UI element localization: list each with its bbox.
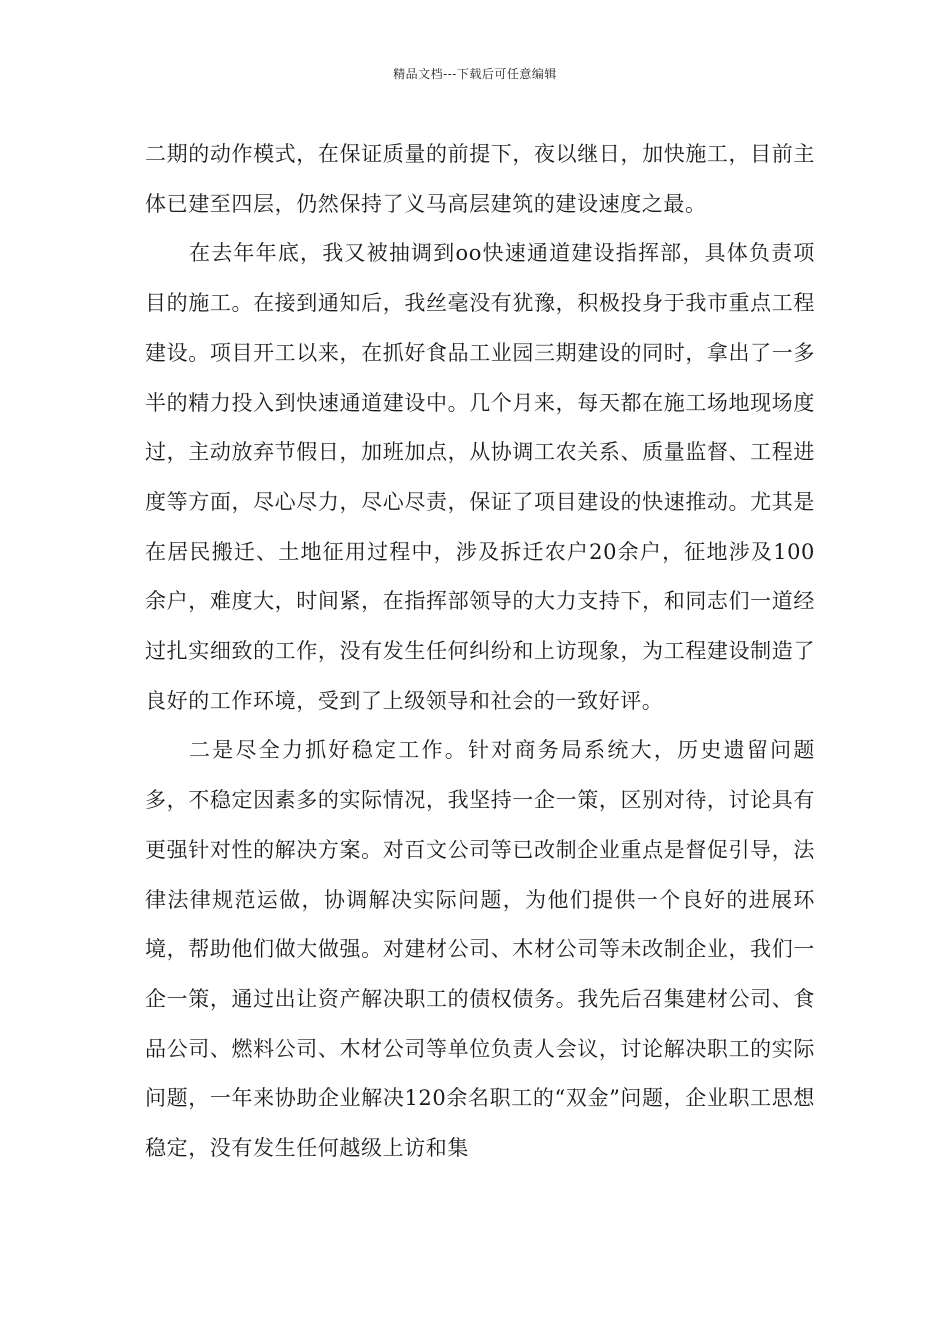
page-header: 精品文档---下载后可任意编辑 [393, 67, 557, 81]
paragraph-2: 在去年年底，我又被抽调到oo快速通道建设指挥部，具体负责项目的施工。在接到通知后，我丝毫没有犹豫，积极投身于我市重点工程建设。项目开工以来，在抓好食品工业园三期建设的同时，拿出了一多半的精力投入到快速通道建设中。几个月来，每天都在施工场地现场度过，主动放弃节假日，加班加点，从协调工农关系、质量监督、工程进度等方面，尽心尽力，尽心尽责，保证了项目建设的快速推动。尤其是在居民搬迁、土地征用过程中，涉及拆迁农户20余户，征地涉及100余户，难度大，时间紧，在指挥部领导的大力支持下，和同志们一道经过扎实细致的工作，没有发生任何纠纷和上访现象，为工程建设制造了良好的工作环境，受到了上级领导和社会的一致好评。 [145, 241, 815, 713]
paragraph-3: 二是尽全力抓好稳定工作。针对商务局系统大，历史遗留问题多，不稳定因素多的实际情况，我坚持一企一策，区别对待，讨论具有更强针对性的解决方案。对百文公司等已改制企业重点是督促引导，法律法律规范运做，协调解决实际问题，为他们提供一个良好的进展环境，帮助他们做大做强。对建材公司、木材公司等未改制企业，我们一企一策，通过出让资产解决职工的债权债务。我先后召集建材公司、食品公司、燃料公司、木材公司等单位负责人会议，讨论解决职工的实际问题，一年来协助企业解决120余名职工的“双金”问题，企业职工思想稳定，没有发生任何越级上访和集 [145, 738, 815, 1161]
paragraph-1: 二期的动作模式，在保证质量的前提下，夜以继日，加快施工，目前主体已建至四层，仍然保持了义马高层建筑的建设速度之最。 [145, 142, 815, 216]
document-body [145, 130, 815, 1174]
